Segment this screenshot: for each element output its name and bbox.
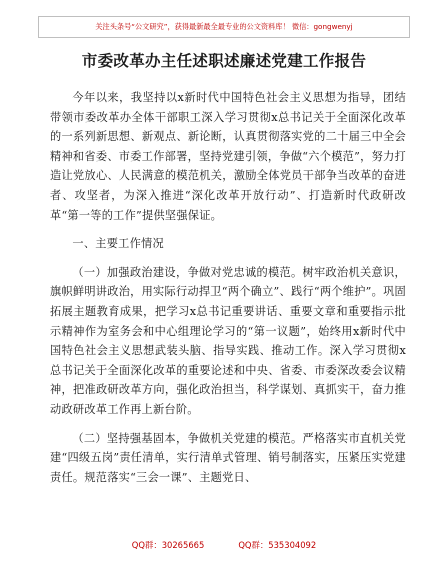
qq-group-1: QQ群：30265665 (131, 540, 205, 550)
footer-contacts (0, 539, 448, 555)
section-heading: 一、主要工作情况 (72, 237, 164, 251)
document-body (50, 88, 406, 487)
intro-paragraph: 今年以来，我坚持以x新时代中国特色社会主义思想为指导，团结带领市委改革办全体干部职工深入学习贯彻x总书记关于全面深化改革的一系列新思想、新观点、新论断，认真贯彻落实党的二十届三中全会精神和省委、市委工作部署，坚持党建引领，争做“六个模范”，努力打造让党放心、人民满意的模范机关，激励全体党员干部争当改革的奋进者、攻坚者，为深入推进“深化改革开放行动”、打造新时代政研改革“第一等的工作”提供坚强保证。 (50, 91, 406, 222)
qq-group-2: QQ群：535304092 (238, 540, 317, 550)
body-paragraph: （一）加强政治建设，争做对党忠诚的模范。树牢政治机关意识，旗帜鲜明讲政治，用实际行动捍卫“两个确立”、践行“两个维护”。巩固拓展主题教育成果，把学习x总书记重要讲话、重要文章和重要指示批示精神作为室务会和中心组理论学习的“第一议题”，始终用x新时代中国特色社会主义思想武装头脑、指导实践、推动工作。深入学习贯彻x总书记关于全面深化改革的重要论述和中央、省委、市委深改委会议精神，把准政研改革方向，强化政治担当，科学谋划、真抓实干，奋力推动政研改革工作再上新台阶。 (50, 265, 406, 416)
document-title: 市委改革办主任述职述廉述党建工作报告 (81, 51, 367, 70)
body-paragraph: （二）坚持强基固本，争做机关党建的模范。严格落实市直机关党建“四级五岗”责任清单，实行清单式管理、销号制落实，压紧压实党建责任。规范落实“三会一课”、主题党日、 (50, 431, 406, 484)
header-banner: 关注头条号“公文研究”，获得最新最全最专业的公文资料库！ 微信：gongwenyj (38, 16, 410, 38)
